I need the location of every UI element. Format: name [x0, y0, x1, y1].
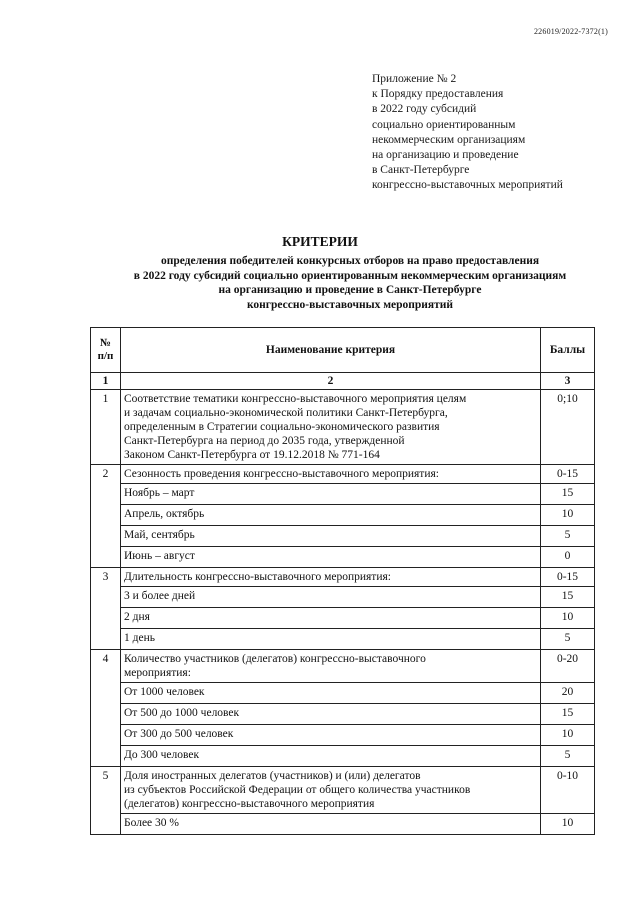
- index-cell: 3: [541, 373, 595, 390]
- subtitle-line: определения победителей конкурсных отборов на право предоставления: [160, 255, 540, 267]
- criterion-name-line: Санкт-Петербурга на период до 2035 года, утвержденной: [124, 435, 405, 447]
- option-row: [91, 608, 595, 629]
- criterion-name-line: и задачам социально-экономической политики Санкт-Петербурга,: [124, 407, 448, 419]
- option-row: [91, 484, 595, 505]
- option-row: [91, 814, 595, 835]
- option-row: [91, 704, 595, 725]
- criterion-score-range: 0;10: [541, 390, 595, 465]
- document-number: 226019/2022-7372(1): [533, 27, 608, 36]
- option-label: До 300 человек: [121, 746, 541, 767]
- table-header-row: [91, 328, 595, 373]
- criterion-name-line: Соответствие тематики конгрессно-выставочного мероприятия целям: [124, 393, 467, 405]
- criterion-score-range: 0-15: [541, 465, 595, 484]
- criterion-row: [91, 465, 595, 484]
- option-label: Июнь – август: [121, 547, 541, 568]
- option-score: 10: [541, 608, 595, 629]
- option-row: [91, 629, 595, 650]
- criterion-name-line: Доля иностранных делегатов (участников) и (или) делегатов: [124, 770, 421, 782]
- header-score: Баллы: [541, 328, 595, 373]
- option-score: 5: [541, 526, 595, 547]
- subtitle-line: конгрессно-выставочных мероприятий: [246, 298, 454, 311]
- option-score: 15: [541, 587, 595, 608]
- criterion-number: 4: [91, 650, 121, 767]
- criterion-name: [121, 390, 541, 465]
- option-label: Май, сентябрь: [121, 526, 541, 547]
- criterion-row: [91, 767, 595, 814]
- option-label: От 1000 человек: [121, 683, 541, 704]
- document-subtitle: [60, 254, 640, 312]
- header-number-sign: №: [99, 337, 112, 349]
- criterion-score-range: 0-20: [541, 650, 595, 683]
- criterion-name: [121, 767, 541, 814]
- criteria-table: [90, 327, 595, 835]
- criterion-row: [91, 390, 595, 465]
- criterion-name-line: (делегатов) конгрессно-выставочного мероприятия: [124, 798, 375, 810]
- criterion-score-range: 0-10: [541, 767, 595, 814]
- option-score: 20: [541, 683, 595, 704]
- option-score: 10: [541, 725, 595, 746]
- criterion-number: 5: [91, 767, 121, 835]
- option-row: [91, 547, 595, 568]
- appendix-header: [372, 72, 563, 194]
- option-row: [91, 725, 595, 746]
- criterion-name-line: Сезонность проведения конгрессно-выставочного мероприятия:: [124, 468, 439, 480]
- appendix-line: к Порядку предоставления: [372, 88, 504, 101]
- subtitle-line: на организацию и проведение в Санкт-Петербурге: [218, 284, 482, 296]
- option-label: Апрель, октябрь: [121, 505, 541, 526]
- criterion-name-line: Длительность конгрессно-выставочного мероприятия:: [124, 571, 391, 583]
- index-cell: 2: [121, 373, 541, 390]
- subtitle-line: в 2022 году субсидий социально ориентированным некоммерческим организациям: [133, 269, 567, 282]
- appendix-line: в 2022 году субсидий: [372, 103, 477, 116]
- appendix-line: некоммерческим организациям: [372, 133, 526, 146]
- appendix-line: в Санкт-Петербурге: [372, 164, 470, 177]
- option-label: Более 30 %: [121, 814, 541, 835]
- option-label: 1 день: [121, 629, 541, 650]
- header-number: [91, 328, 121, 373]
- option-row: [91, 683, 595, 704]
- option-label: Ноябрь – март: [121, 484, 541, 505]
- option-row: [91, 505, 595, 526]
- option-label: От 500 до 1000 человек: [121, 704, 541, 725]
- criterion-number: 2: [91, 465, 121, 568]
- criterion-name-line: Законом Санкт-Петербурга от 19.12.2018 № 771-164: [124, 449, 380, 461]
- option-label: 2 дня: [121, 608, 541, 629]
- table-index-row: [91, 373, 595, 390]
- appendix-line: конгрессно-выставочных мероприятий: [372, 179, 563, 192]
- criterion-number: 1: [91, 390, 121, 465]
- option-score: 0: [541, 547, 595, 568]
- index-cell: 1: [91, 373, 121, 390]
- option-score: 5: [541, 629, 595, 650]
- criterion-name: [121, 568, 541, 587]
- criterion-name-line: из субъектов Российской Федерации от общего количества участников: [124, 784, 471, 796]
- document-title: КРИТЕРИИ: [282, 234, 358, 249]
- option-score: 15: [541, 704, 595, 725]
- appendix-line: на организацию и проведение: [372, 149, 519, 162]
- option-score: 10: [541, 814, 595, 835]
- option-row: [91, 587, 595, 608]
- option-row: [91, 526, 595, 547]
- criterion-name-line: мероприятия:: [124, 667, 191, 679]
- appendix-line: социально ориентированным: [372, 118, 516, 131]
- option-score: 10: [541, 505, 595, 526]
- option-score: 15: [541, 484, 595, 505]
- criterion-name: [121, 465, 541, 484]
- criterion-name-line: Количество участников (делегатов) конгрессно-выставочного: [124, 653, 426, 665]
- criterion-name-line: определенным в Стратегии социально-экономического развития: [124, 421, 440, 433]
- criterion-name: [121, 650, 541, 683]
- criterion-score-range: 0-15: [541, 568, 595, 587]
- option-label: 3 и более дней: [121, 587, 541, 608]
- criterion-row: [91, 650, 595, 683]
- appendix-line: Приложение № 2: [372, 73, 457, 85]
- option-score: 5: [541, 746, 595, 767]
- criterion-number: 3: [91, 568, 121, 650]
- header-number-abbr: п/п: [97, 350, 114, 362]
- criterion-row: [91, 568, 595, 587]
- option-row: [91, 746, 595, 767]
- option-label: От 300 до 500 человек: [121, 725, 541, 746]
- header-criterion-name: Наименование критерия: [121, 328, 541, 373]
